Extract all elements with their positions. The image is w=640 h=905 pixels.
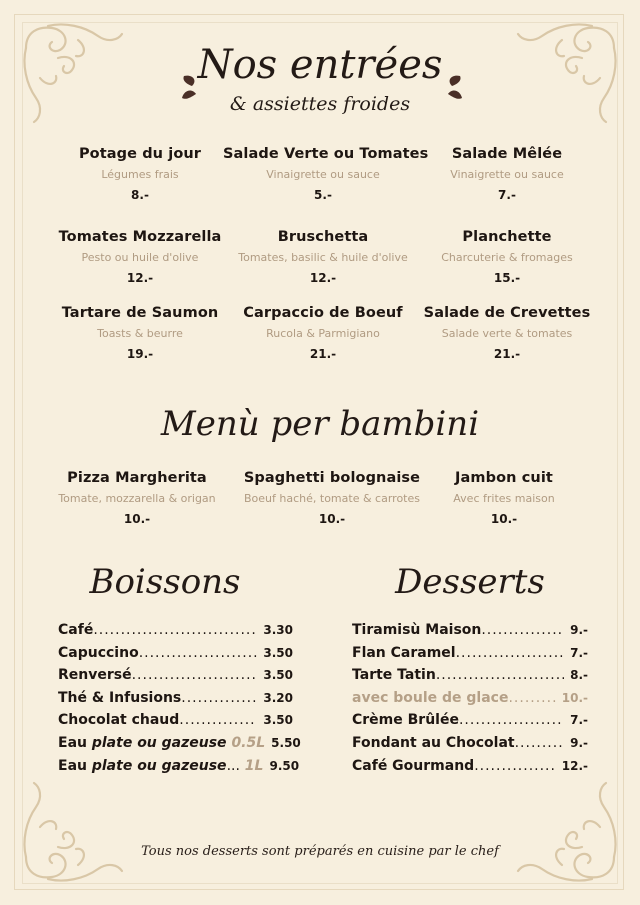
item-name: Pizza Margherita <box>67 470 207 486</box>
item-name: Tartare de Saumon <box>61 305 219 321</box>
menu-item <box>40 146 240 202</box>
item-price: 10.- <box>123 512 151 526</box>
item-label: Café Gourmand <box>352 757 475 774</box>
item-price: 7.- <box>570 713 588 728</box>
item-name: Salade de Crevettes <box>423 305 591 321</box>
menu-item <box>223 146 429 202</box>
item-label: Renversé <box>58 667 132 684</box>
item-price: 19.- <box>126 347 154 361</box>
list-item <box>352 735 588 758</box>
footnote: Tous nos desserts sont préparés en cuisine par le chef <box>141 844 499 859</box>
list-item <box>58 690 293 713</box>
item-label: Capuccino <box>58 644 139 661</box>
item-price: 15.- <box>493 271 521 285</box>
item-description: Vinaigrette ou sauce <box>450 168 564 181</box>
menu-item <box>407 146 607 202</box>
list-item <box>352 667 588 690</box>
item-description: Pesto ou huile d'olive <box>81 251 199 264</box>
boissons-list <box>58 622 301 780</box>
menu-item <box>223 229 423 285</box>
list-item <box>352 758 588 781</box>
entrees-subtitle: & assiettes froides <box>229 93 411 115</box>
list-item <box>58 712 293 735</box>
corner-ornament-icon <box>512 18 622 128</box>
list-item <box>352 690 588 713</box>
list-item <box>58 622 293 645</box>
item-price: 10.- <box>490 512 518 526</box>
item-name: Carpaccio de Boeuf <box>243 305 403 321</box>
item-name: Planchette <box>462 229 552 245</box>
item-price: 8.- <box>131 188 149 202</box>
item-price: 3.50 <box>263 668 293 683</box>
menu-item <box>407 229 607 285</box>
item-name: Jambon cuit <box>455 470 553 486</box>
item-label: Eau plate ou gazeuse 0.5L <box>58 734 266 751</box>
item-price: 3.20 <box>263 690 293 705</box>
item-label: Café <box>58 622 94 638</box>
item-price: 7.- <box>498 188 516 202</box>
item-label: Chocolat chaud <box>58 712 180 729</box>
item-description: Boeuf haché, tomate & carrotes <box>244 492 420 505</box>
item-description: Charcuterie & fromages <box>441 251 573 264</box>
item-price: 3.30 <box>263 623 293 637</box>
item-price: 12.- <box>561 758 588 773</box>
list-item <box>58 734 301 758</box>
menu-item <box>40 229 240 285</box>
item-price: 9.50 <box>269 758 300 773</box>
item-description: Tomate, mozzarella & origan <box>58 492 216 505</box>
item-price: 10.- <box>561 690 588 705</box>
item-description: Toasts & beurre <box>97 327 183 340</box>
list-item <box>58 645 293 668</box>
item-label: avec boule de glace <box>352 689 509 706</box>
item-price: 12.- <box>126 271 154 285</box>
item-label: Tiramisù Maison <box>352 622 482 638</box>
list-item <box>58 757 300 781</box>
item-price: 8.- <box>570 668 588 683</box>
bambini-title: Menù per bambini <box>160 404 480 444</box>
desserts-title: Desserts <box>395 562 545 602</box>
item-name: Spaghetti bolognaise <box>243 470 421 486</box>
item-name: Salade Mêlée <box>451 146 563 162</box>
entrees-title: Nos entrées <box>197 42 443 88</box>
item-name: Potage du jour <box>78 146 202 162</box>
list-item <box>352 622 588 645</box>
menu-item <box>404 470 604 526</box>
menu-item <box>407 305 607 361</box>
list-item <box>352 645 588 668</box>
item-name: Tomates Mozzarella <box>58 229 222 245</box>
item-description: Légumes frais <box>101 168 179 181</box>
menu-item <box>37 470 237 526</box>
menu-item <box>223 305 423 361</box>
item-label: Flan Caramel <box>352 644 456 661</box>
boissons-title: Boissons <box>89 562 241 602</box>
desserts-list <box>352 622 588 780</box>
item-price: 21.- <box>493 347 521 361</box>
item-price: 12.- <box>309 271 337 285</box>
item-description: Rucola & Parmigiano <box>266 327 380 340</box>
item-price: 9.- <box>570 735 588 750</box>
item-label: Thé & Infusions <box>58 689 182 706</box>
item-price: 5.- <box>314 188 332 202</box>
item-price: 10.- <box>318 512 346 526</box>
list-item <box>352 712 588 735</box>
item-description: Tomates, basilic & huile d'olive <box>238 251 408 264</box>
menu-item <box>232 470 432 526</box>
item-price: 5.50 <box>271 735 301 750</box>
item-name: Bruschetta <box>277 229 369 245</box>
item-description: Avec frites maison <box>453 492 555 505</box>
item-label: Eau plate ou gazeuse... 1L <box>58 757 264 774</box>
item-label: Fondant au Chocolat <box>352 734 515 751</box>
item-description: Salade verte & tomates <box>441 327 573 340</box>
item-label: Tarte Tatin <box>352 667 436 684</box>
item-description: Vinaigrette ou sauce <box>266 168 380 181</box>
item-price: 21.- <box>309 347 337 361</box>
item-price: 3.50 <box>263 645 293 660</box>
menu-item <box>40 305 240 361</box>
corner-ornament-icon <box>18 777 128 887</box>
item-label: Crème Brûlée <box>352 712 459 729</box>
item-price: 3.50 <box>263 713 293 728</box>
corner-ornament-icon <box>512 777 622 887</box>
corner-ornament-icon <box>18 18 128 128</box>
item-name: Salade Verte ou Tomates <box>223 146 429 162</box>
item-price: 7.- <box>570 645 588 660</box>
list-item <box>58 667 293 690</box>
item-price: 9.- <box>570 623 588 637</box>
